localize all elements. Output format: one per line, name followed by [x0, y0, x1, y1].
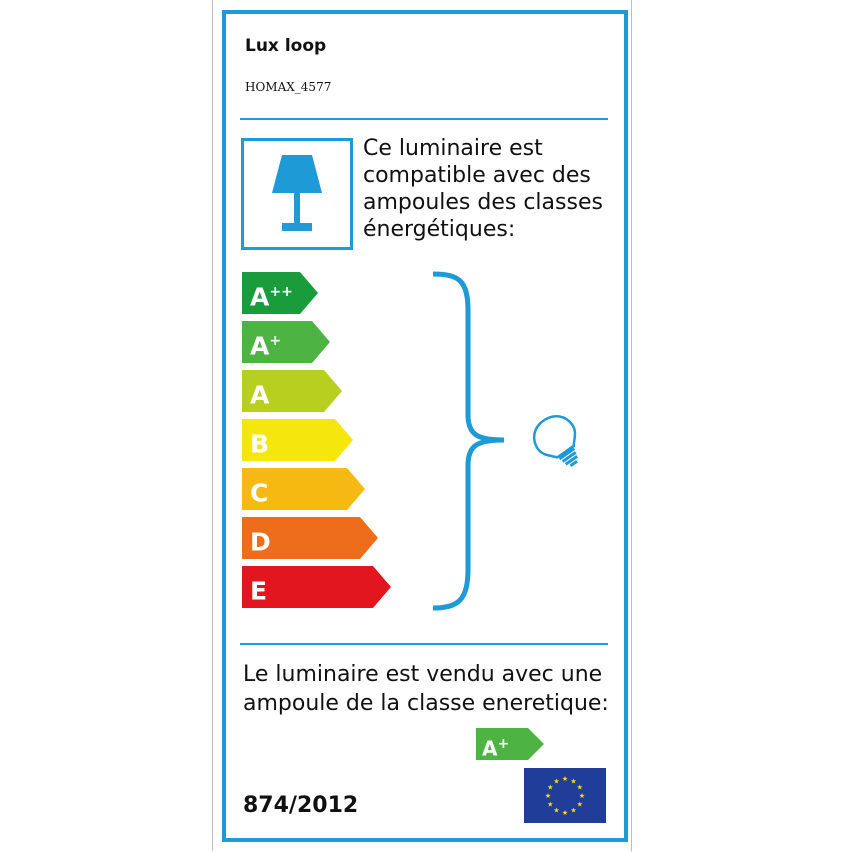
compatibility-text: Ce luminaire est compatible avec des ampoules des classes énergétiques: [363, 136, 603, 242]
energy-class-arrow [242, 566, 391, 608]
energy-class-arrow [242, 517, 378, 559]
model-number: HOMAX_4577 [245, 80, 332, 94]
eu-star: ★ [561, 775, 569, 783]
eu-star: ★ [553, 806, 560, 815]
sold-with-text: Le luminaire est vendu avec une ampoule de la classe eneretique: [243, 662, 609, 716]
energy-class-arrow [242, 419, 353, 461]
eu-star: ★ [547, 783, 554, 792]
eu-star: ★ [547, 800, 554, 809]
eu-flag-icon [524, 768, 606, 823]
eu-star: ★ [576, 783, 583, 792]
divider-bottom [240, 643, 608, 645]
eu-star: ★ [578, 792, 586, 800]
energy-class-label: D [250, 527, 271, 557]
eu-star: ★ [570, 777, 577, 786]
eu-star: ★ [561, 809, 569, 817]
regulation-number: 874/2012 [243, 793, 359, 818]
light-bulb-icon [527, 410, 589, 472]
energy-class-label: A+ [250, 331, 282, 361]
eu-star: ★ [544, 792, 552, 800]
energy-class-arrow [242, 370, 342, 412]
energy-class-scale [242, 272, 402, 614]
energy-class-label: B [250, 429, 270, 459]
sold-class-label: A+ [482, 736, 510, 761]
lamp-box [241, 138, 353, 250]
brand-name: Lux loop [245, 36, 327, 56]
sold-class-badge [476, 728, 544, 764]
brace-icon [428, 270, 508, 612]
energy-class-arrow [242, 468, 365, 510]
eu-star: ★ [576, 800, 583, 809]
energy-class-label: E [250, 576, 268, 606]
eu-star: ★ [570, 806, 577, 815]
eu-stars [524, 768, 606, 823]
energy-class-label: A [250, 380, 270, 410]
eu-star: ★ [553, 777, 560, 786]
divider-top [240, 118, 608, 120]
energy-class-label: A++ [250, 282, 293, 312]
table-lamp-icon [244, 141, 350, 247]
energy-class-arrow [242, 272, 318, 314]
energy-class-label: C [250, 478, 269, 508]
energy-class-arrow [242, 321, 330, 363]
